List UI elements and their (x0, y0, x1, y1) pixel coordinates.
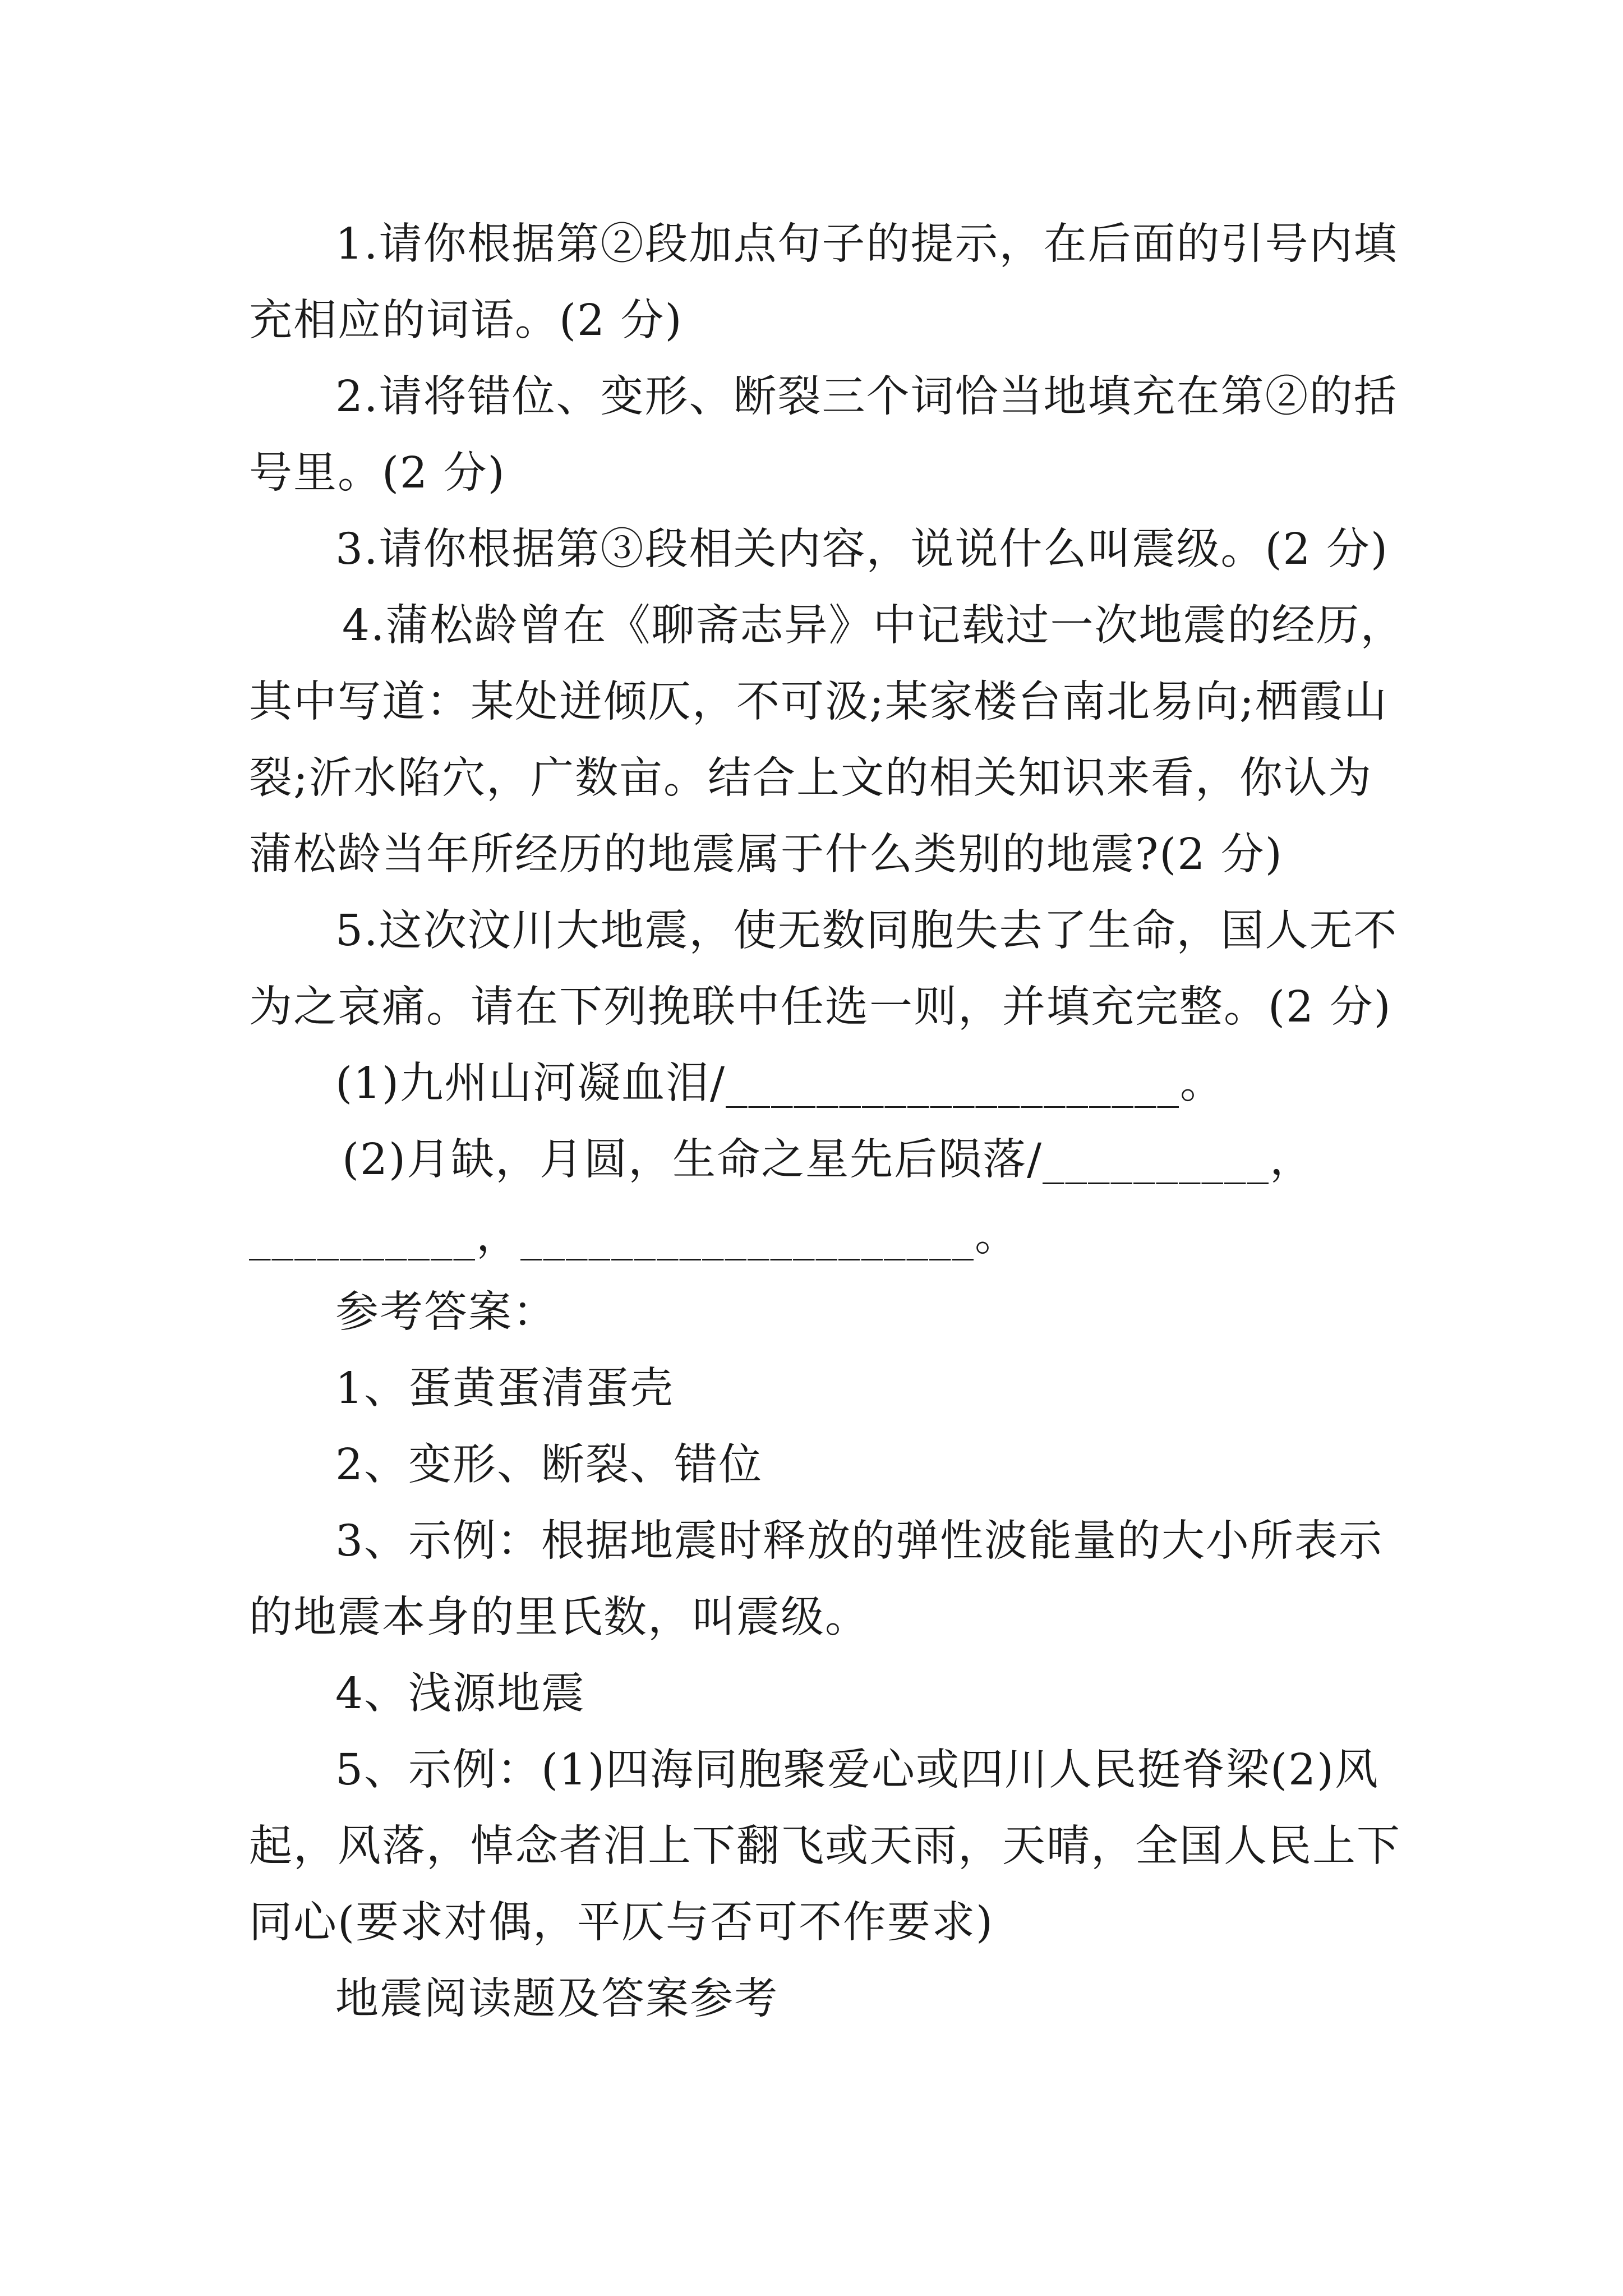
question-4 (249, 588, 1405, 893)
footer-title (249, 1961, 1371, 2037)
answer-1 (249, 1351, 1371, 1427)
question-2-line-1: 2.请将错位、变形、断裂三个词恰当地填充在第②的括 (335, 372, 1398, 422)
question-5-item-2-line-1: (2)月缺，月圆，生命之星先后陨落/__________， (342, 1135, 1315, 1185)
question-3-line-1: 3.请你根据第③段相关内容，说说什么叫震级。(2 分) (335, 524, 1389, 574)
question-5-item-1-line: (1)九州山河凝血泪/____________________。 (335, 1059, 1225, 1108)
answer-1-line: 1、蛋黄蛋清蛋壳 (335, 1364, 674, 1414)
question-2-line-2: 号里。(2 分) (249, 448, 506, 498)
answer-5-line-2: 起，风落，悼念者泪上下翻飞或天雨，天晴，全国人民上下 (249, 1821, 1401, 1871)
question-1 (249, 206, 1398, 359)
question-4-line-2: 其中写道：某处迸倾仄，不可汲;某家楼台南北易向;栖霞山 (249, 677, 1388, 727)
question-4-line-3: 裂;沂水陷穴，广数亩。结合上文的相关知识来看，你认为 (249, 753, 1372, 803)
answer-3-line-2: 的地震本身的里氏数，叫震级。 (249, 1593, 869, 1642)
answer-2-line: 2、变形、断裂、错位 (335, 1440, 763, 1490)
document-body (249, 206, 1405, 2037)
question-5-item-2 (249, 1122, 1371, 1274)
answers-heading-text: 参考答案： (335, 1287, 557, 1337)
question-5 (249, 893, 1398, 1046)
answer-5-line-1: 5、示例：(1)四海同胞聚爱心或四川人民挺脊梁(2)风 (335, 1745, 1380, 1795)
question-5-line-2: 为之哀痛。请在下列挽联中任选一则，并填充完整。(2 分) (249, 982, 1392, 1032)
question-5-line-1: 5.这次汶川大地震，使无数同胞失去了生命，国人无不 (335, 906, 1398, 956)
question-4-line-1: 4.蒲松龄曾在《聊斋志异》中记载过一次地震的经历， (342, 601, 1405, 651)
answer-3 (249, 1503, 1383, 1656)
question-1-line-2: 充相应的词语。(2 分) (249, 296, 683, 346)
question-5-item-1 (249, 1046, 1371, 1122)
question-1-line-1: 1.请你根据第②段加点句子的提示，在后面的引号内填 (335, 219, 1398, 269)
answer-2 (249, 1427, 1371, 1503)
question-4-line-4: 蒲松龄当年所经历的地震属于什么类别的地震?(2 分) (249, 830, 1283, 880)
question-5-item-2-line-2: __________，____________________。 (249, 1211, 1019, 1261)
answer-3-line-1: 3、示例：根据地震时释放的弹性波能量的大小所表示 (335, 1516, 1383, 1566)
question-2 (249, 359, 1398, 512)
answer-4 (249, 1656, 1371, 1732)
answer-5-line-3: 同心(要求对偶，平仄与否可不作要求) (249, 1898, 994, 1948)
answer-4-line: 4、浅源地震 (335, 1669, 585, 1719)
question-3 (249, 512, 1389, 588)
footer-title-text: 地震阅读题及答案参考 (335, 1974, 778, 2024)
answers-heading (249, 1274, 1371, 1351)
answer-5 (249, 1732, 1401, 1961)
